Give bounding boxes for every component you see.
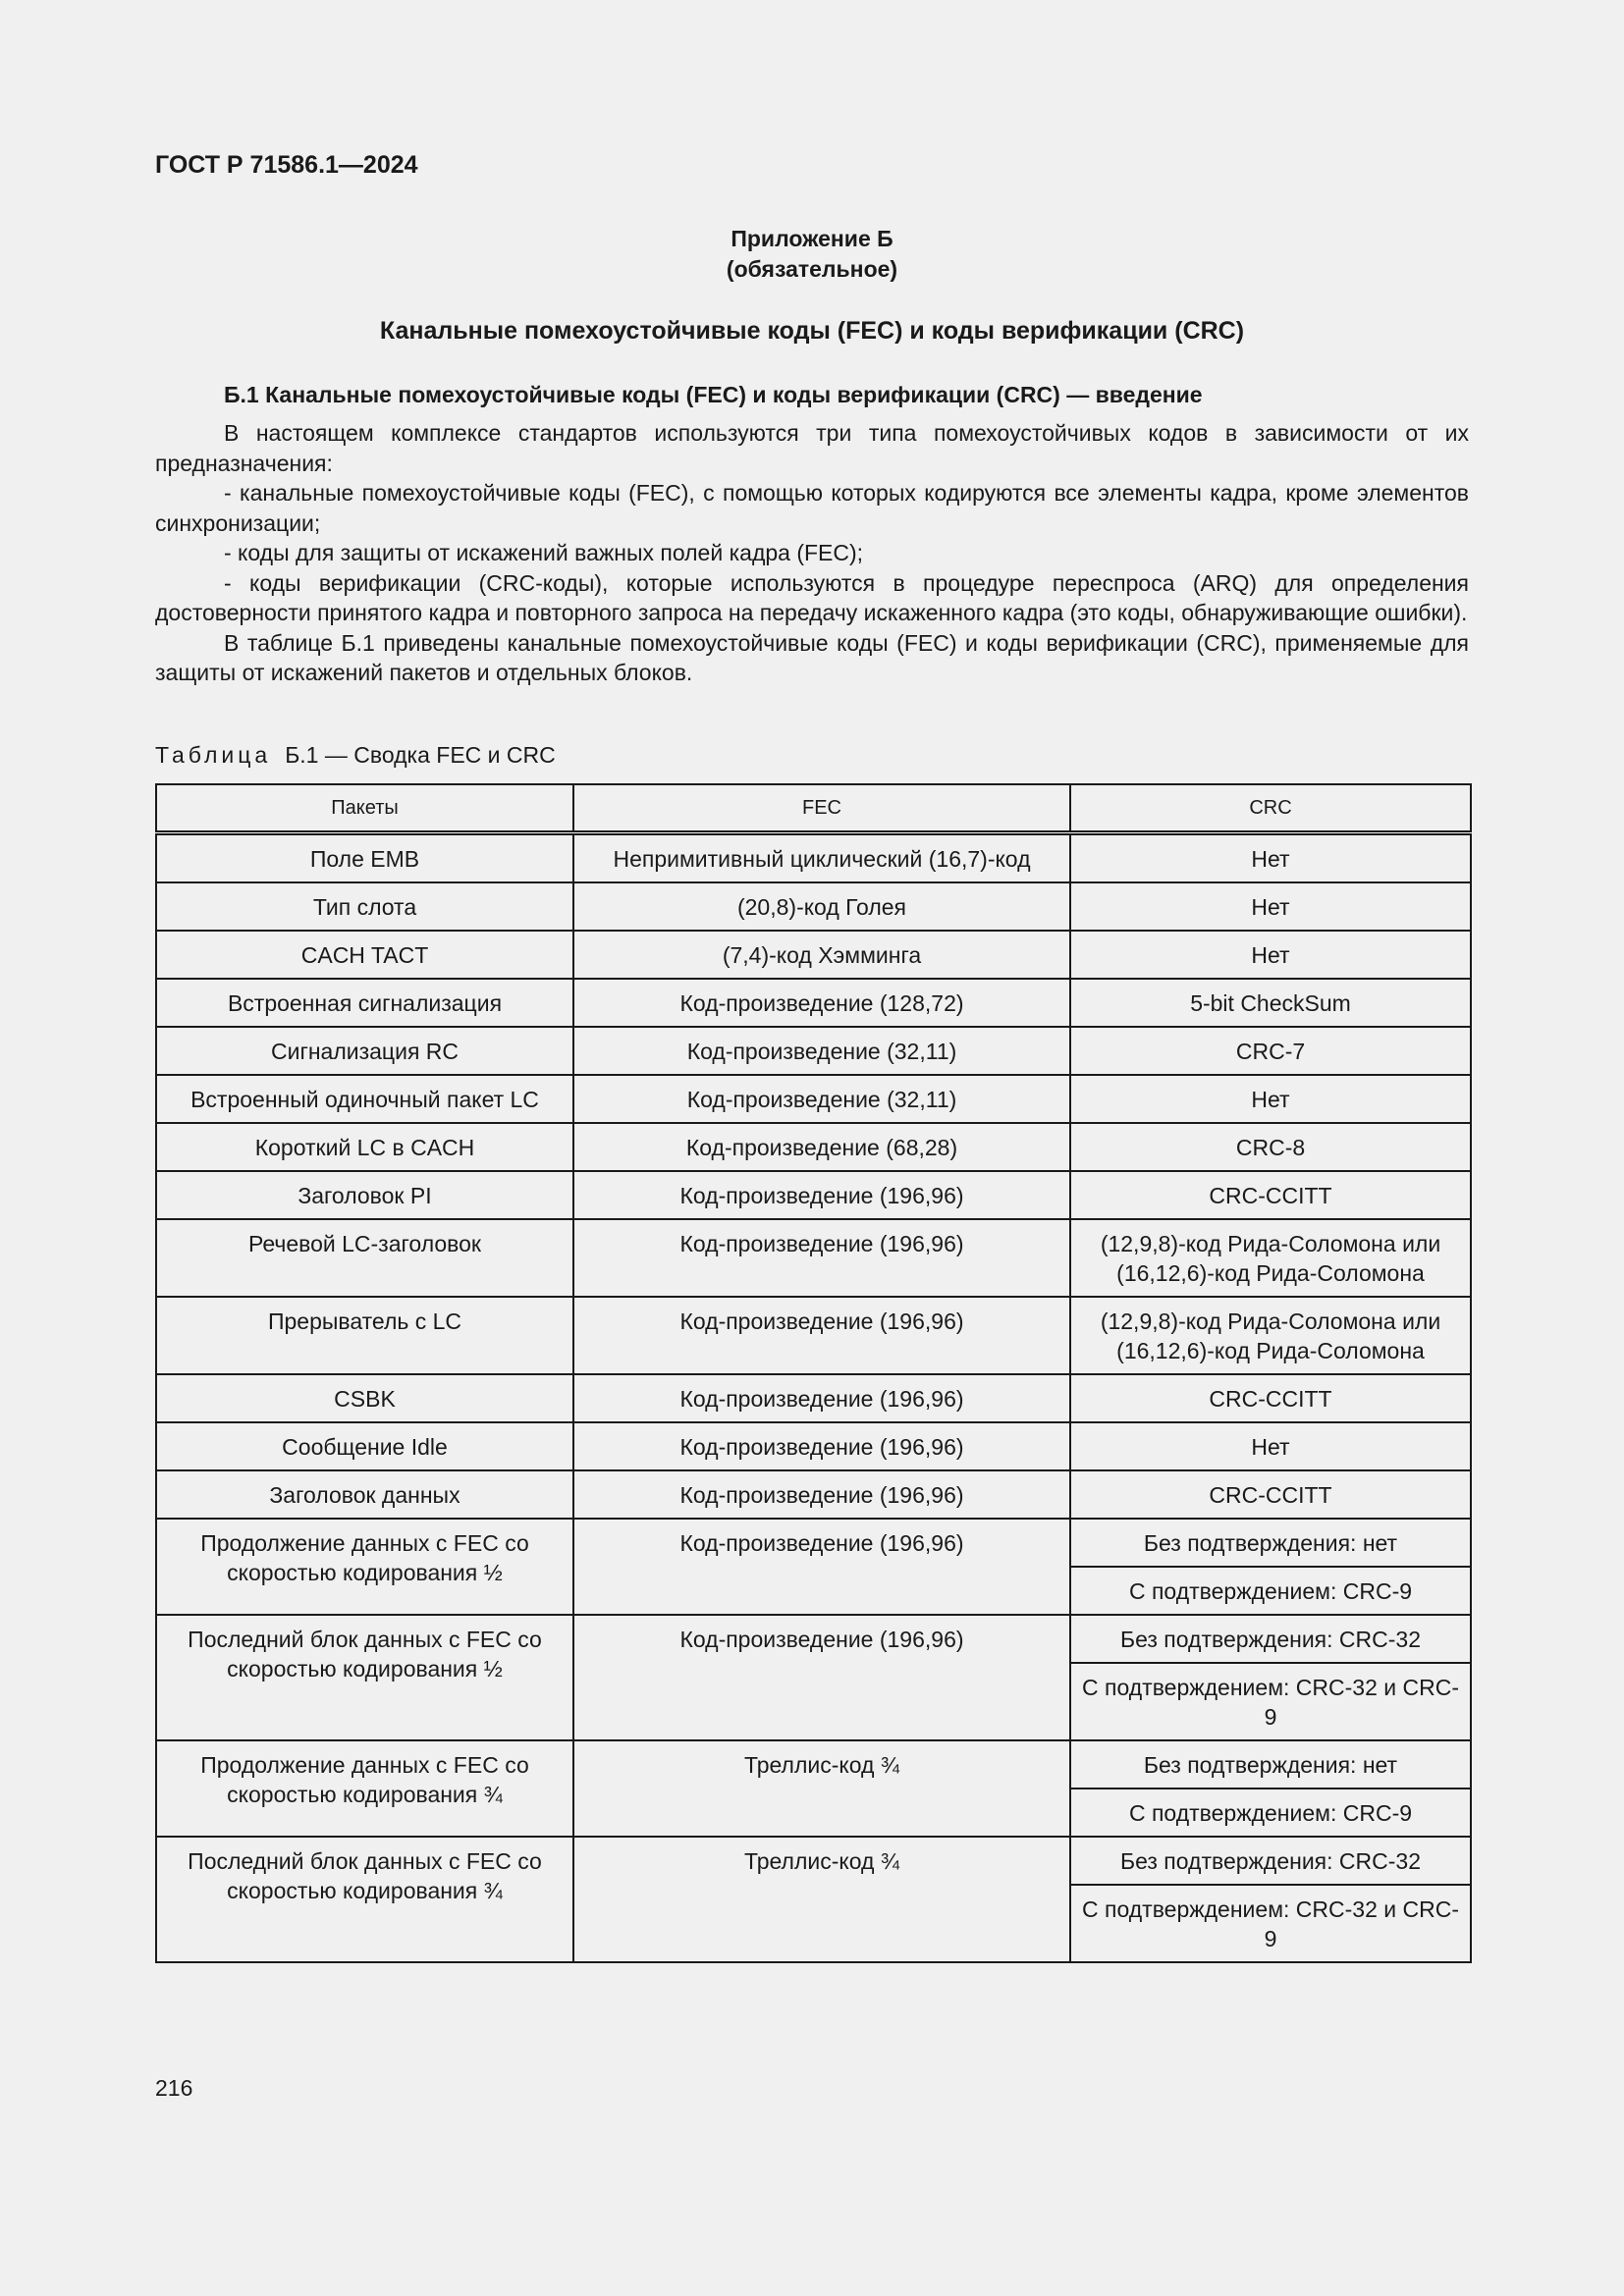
cell-packet: Заголовок PI — [156, 1171, 573, 1219]
cell-packet: Поле EMB — [156, 832, 573, 882]
table-row — [156, 1123, 1471, 1171]
cell-fec: Треллис-код ¾ — [573, 1740, 1070, 1837]
cell-crc: (12,9,8)-код Рида-Соломона или (16,12,6)-код Рида-Соломона — [1070, 1297, 1471, 1374]
column-header-crc: CRC — [1070, 784, 1471, 832]
cell-packet: CSBK — [156, 1374, 573, 1422]
cell-packet: Прерыватель с LC — [156, 1297, 573, 1374]
table-header-row — [156, 784, 1471, 832]
cell-crc-unconfirmed: Без подтверждения: CRC-32 — [1070, 1615, 1471, 1663]
table-caption — [155, 742, 556, 769]
column-header-packets: Пакеты — [156, 784, 573, 832]
paragraph: В таблице Б.1 приведены канальные помехоустойчивые коды (FEC) и коды верификации (CRC), применяемые для защиты от искажений пакетов и отдельных блоков. — [155, 629, 1469, 685]
cell-fec: Код-произведение (196,96) — [573, 1219, 1070, 1297]
cell-packet: Встроенный одиночный пакет LC — [156, 1075, 573, 1123]
cell-packet: Продолжение данных с FEC со скоростью кодирования ½ — [156, 1519, 573, 1615]
cell-crc-unconfirmed: Без подтверждения: CRC-32 — [1070, 1837, 1471, 1885]
appendix-status: (обязательное) — [726, 256, 898, 282]
table-row — [156, 1615, 1471, 1663]
section-body — [155, 418, 1469, 688]
table-row — [156, 1740, 1471, 1789]
cell-packet: CACH TACT — [156, 931, 573, 979]
cell-crc: CRC-CCITT — [1070, 1470, 1471, 1519]
cell-crc: Нет — [1070, 832, 1471, 882]
list-item: - коды для защиты от искажений важных полей кадра (FEC); — [224, 540, 864, 565]
cell-fec: Код-произведение (128,72) — [573, 979, 1070, 1027]
cell-crc: (12,9,8)-код Рида-Соломона или (16,12,6)-код Рида-Соломона — [1070, 1219, 1471, 1297]
table-caption-prefix: Таблица — [155, 742, 272, 768]
cell-packet: Продолжение данных с FEC со скоростью кодирования ¾ — [156, 1740, 573, 1837]
cell-crc: 5-bit CheckSum — [1070, 979, 1471, 1027]
cell-crc: Нет — [1070, 1422, 1471, 1470]
table-row — [156, 1519, 1471, 1567]
paragraph: В настоящем комплексе стандартов используются три типа помехоустойчивых кодов в зависимости от их предназначения: — [155, 420, 1469, 476]
cell-fec: Код-произведение (196,96) — [573, 1297, 1070, 1374]
column-header-fec: FEC — [573, 784, 1070, 832]
appendix-heading — [0, 224, 1624, 285]
cell-fec: Код-произведение (196,96) — [573, 1374, 1070, 1422]
cell-crc-confirmed: С подтверждением: CRC-9 — [1070, 1567, 1471, 1615]
appendix-title: Приложение Б — [731, 226, 893, 251]
cell-packet: Короткий LC в CACH — [156, 1123, 573, 1171]
cell-crc: Нет — [1070, 882, 1471, 931]
cell-crc-unconfirmed: Без подтверждения: нет — [1070, 1740, 1471, 1789]
table-row — [156, 1075, 1471, 1123]
table-row — [156, 1171, 1471, 1219]
cell-crc-unconfirmed: Без подтверждения: нет — [1070, 1519, 1471, 1567]
table-row — [156, 1470, 1471, 1519]
cell-fec: Треллис-код ¾ — [573, 1837, 1070, 1962]
table-row — [156, 979, 1471, 1027]
cell-fec: (20,8)-код Голея — [573, 882, 1070, 931]
cell-crc: Нет — [1070, 1075, 1471, 1123]
table-row — [156, 1422, 1471, 1470]
cell-crc: CRC-8 — [1070, 1123, 1471, 1171]
cell-fec: (7,4)-код Хэмминга — [573, 931, 1070, 979]
cell-crc-confirmed: С подтверждением: CRC-32 и CRC-9 — [1070, 1885, 1471, 1962]
cell-crc: Нет — [1070, 931, 1471, 979]
cell-crc: CRC-CCITT — [1070, 1171, 1471, 1219]
cell-packet: Речевой LC-заголовок — [156, 1219, 573, 1297]
cell-fec: Код-произведение (196,96) — [573, 1422, 1070, 1470]
section-title: Б.1 Канальные помехоустойчивые коды (FEC) и коды верификации (CRC) — введение — [224, 382, 1203, 407]
cell-fec: Код-произведение (196,96) — [573, 1470, 1070, 1519]
table-row — [156, 1219, 1471, 1297]
cell-packet: Последний блок данных с FEC со скоростью кодирования ¾ — [156, 1837, 573, 1962]
table-row — [156, 1027, 1471, 1075]
table-caption-text: Б.1 — Сводка FEC и CRC — [285, 742, 556, 768]
page-number: 216 — [155, 2075, 193, 2101]
table-row — [156, 882, 1471, 931]
cell-fec: Код-произведение (32,11) — [573, 1027, 1070, 1075]
table-row — [156, 1297, 1471, 1374]
cell-packet: Сигнализация RC — [156, 1027, 573, 1075]
cell-packet: Сообщение Idle — [156, 1422, 573, 1470]
cell-fec: Код-произведение (196,96) — [573, 1171, 1070, 1219]
cell-fec: Код-произведение (196,96) — [573, 1615, 1070, 1740]
table-row — [156, 832, 1471, 882]
fec-crc-table — [155, 783, 1472, 1963]
table-row — [156, 1374, 1471, 1422]
cell-crc-confirmed: С подтверждением: CRC-32 и CRC-9 — [1070, 1663, 1471, 1740]
document-code: ГОСТ Р 71586.1—2024 — [155, 151, 418, 179]
cell-crc: CRC-CCITT — [1070, 1374, 1471, 1422]
cell-fec: Код-произведение (196,96) — [573, 1519, 1070, 1615]
cell-fec: Код-произведение (32,11) — [573, 1075, 1070, 1123]
cell-crc-confirmed: С подтверждением: CRC-9 — [1070, 1789, 1471, 1837]
list-item: - коды верификации (CRC-коды), которые используются в процедуре переспроса (ARQ) для определения достоверности принятого кадра и повторного запроса на передачу искаженного кадра (это коды, обнаруживающие ошибки). — [155, 569, 1469, 625]
table-row — [156, 931, 1471, 979]
cell-packet: Встроенная сигнализация — [156, 979, 573, 1027]
cell-crc: CRC-7 — [1070, 1027, 1471, 1075]
cell-fec: Код-произведение (68,28) — [573, 1123, 1070, 1171]
list-item: - канальные помехоустойчивые коды (FEC), с помощью которых кодируются все элементы кадра, кроме элементов синхронизации; — [155, 480, 1469, 536]
cell-packet: Последний блок данных с FEC со скоростью кодирования ½ — [156, 1615, 573, 1740]
cell-fec: Непримитивный циклический (16,7)-код — [573, 832, 1070, 882]
cell-packet: Заголовок данных — [156, 1470, 573, 1519]
table-row — [156, 1837, 1471, 1885]
cell-packet: Тип слота — [156, 882, 573, 931]
main-title: Канальные помехоустойчивые коды (FEC) и коды верификации (CRC) — [379, 317, 1245, 345]
